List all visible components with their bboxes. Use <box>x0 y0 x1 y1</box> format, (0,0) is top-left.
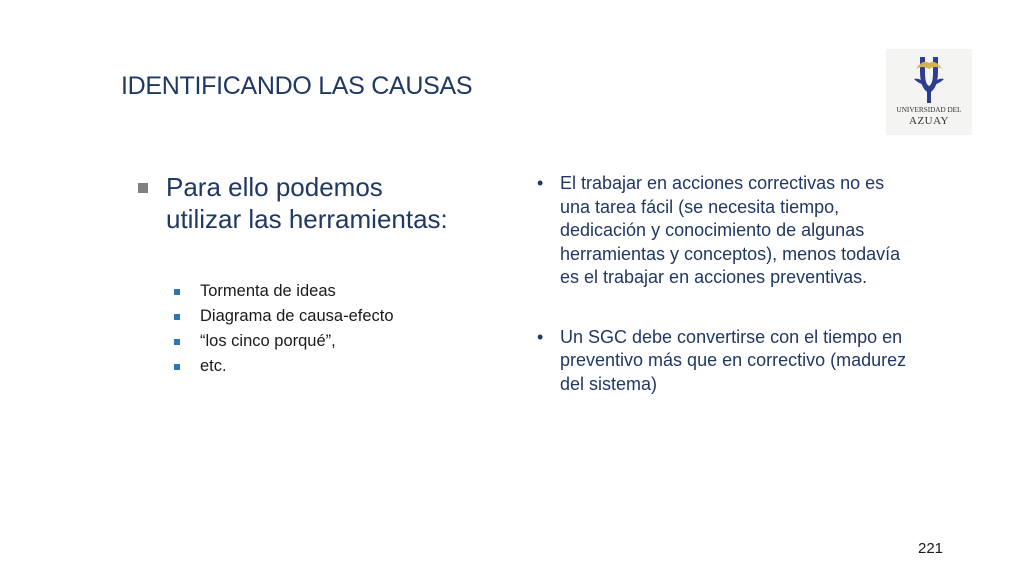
square-bullet-icon <box>174 314 180 320</box>
main-bullet-text: Para ello podemos utilizar las herramientas: <box>166 172 448 234</box>
slide-title: IDENTIFICANDO LAS CAUSAS <box>121 72 473 100</box>
main-bullet <box>136 171 456 235</box>
logo-text-line1: UNIVERSIDAD DEL <box>896 106 962 114</box>
list-item <box>174 354 456 379</box>
bullet-dot-icon: • <box>537 326 544 347</box>
list-item <box>537 172 917 290</box>
list-item-text: Un SGC debe convertirse con el tiempo en preventivo más que en correctivo (madurez del sistema) <box>560 326 907 394</box>
right-column <box>537 172 917 396</box>
university-logo-icon <box>886 49 972 135</box>
list-item-text: etc. <box>200 357 227 375</box>
bullet-dot-icon: • <box>537 173 544 193</box>
list-item <box>174 279 456 304</box>
logo-text-line2: AZUAY <box>909 115 949 127</box>
page-number: 221 <box>918 540 944 557</box>
square-bullet-icon <box>174 289 180 295</box>
square-bullet-icon <box>174 339 180 345</box>
university-logo <box>886 49 972 135</box>
list-item-text: Tormenta de ideas <box>200 282 336 300</box>
left-column <box>136 171 456 379</box>
square-bullet-icon <box>174 364 180 370</box>
list-item <box>537 326 917 397</box>
tools-list <box>136 279 456 379</box>
list-item <box>174 304 456 329</box>
list-item-text: El trabajar en acciones correctivas no es una tarea fácil (se necesita tiempo, dedicación y conocimiento de algunas herramientas y conceptos), menos todavía es el trabajar en acciones preventivas. <box>560 173 901 287</box>
list-item-text: Diagrama de causa-efecto <box>200 307 394 325</box>
square-bullet-icon <box>138 183 148 193</box>
list-item-text: “los cinco porqué”, <box>200 332 336 350</box>
list-item <box>174 329 456 354</box>
